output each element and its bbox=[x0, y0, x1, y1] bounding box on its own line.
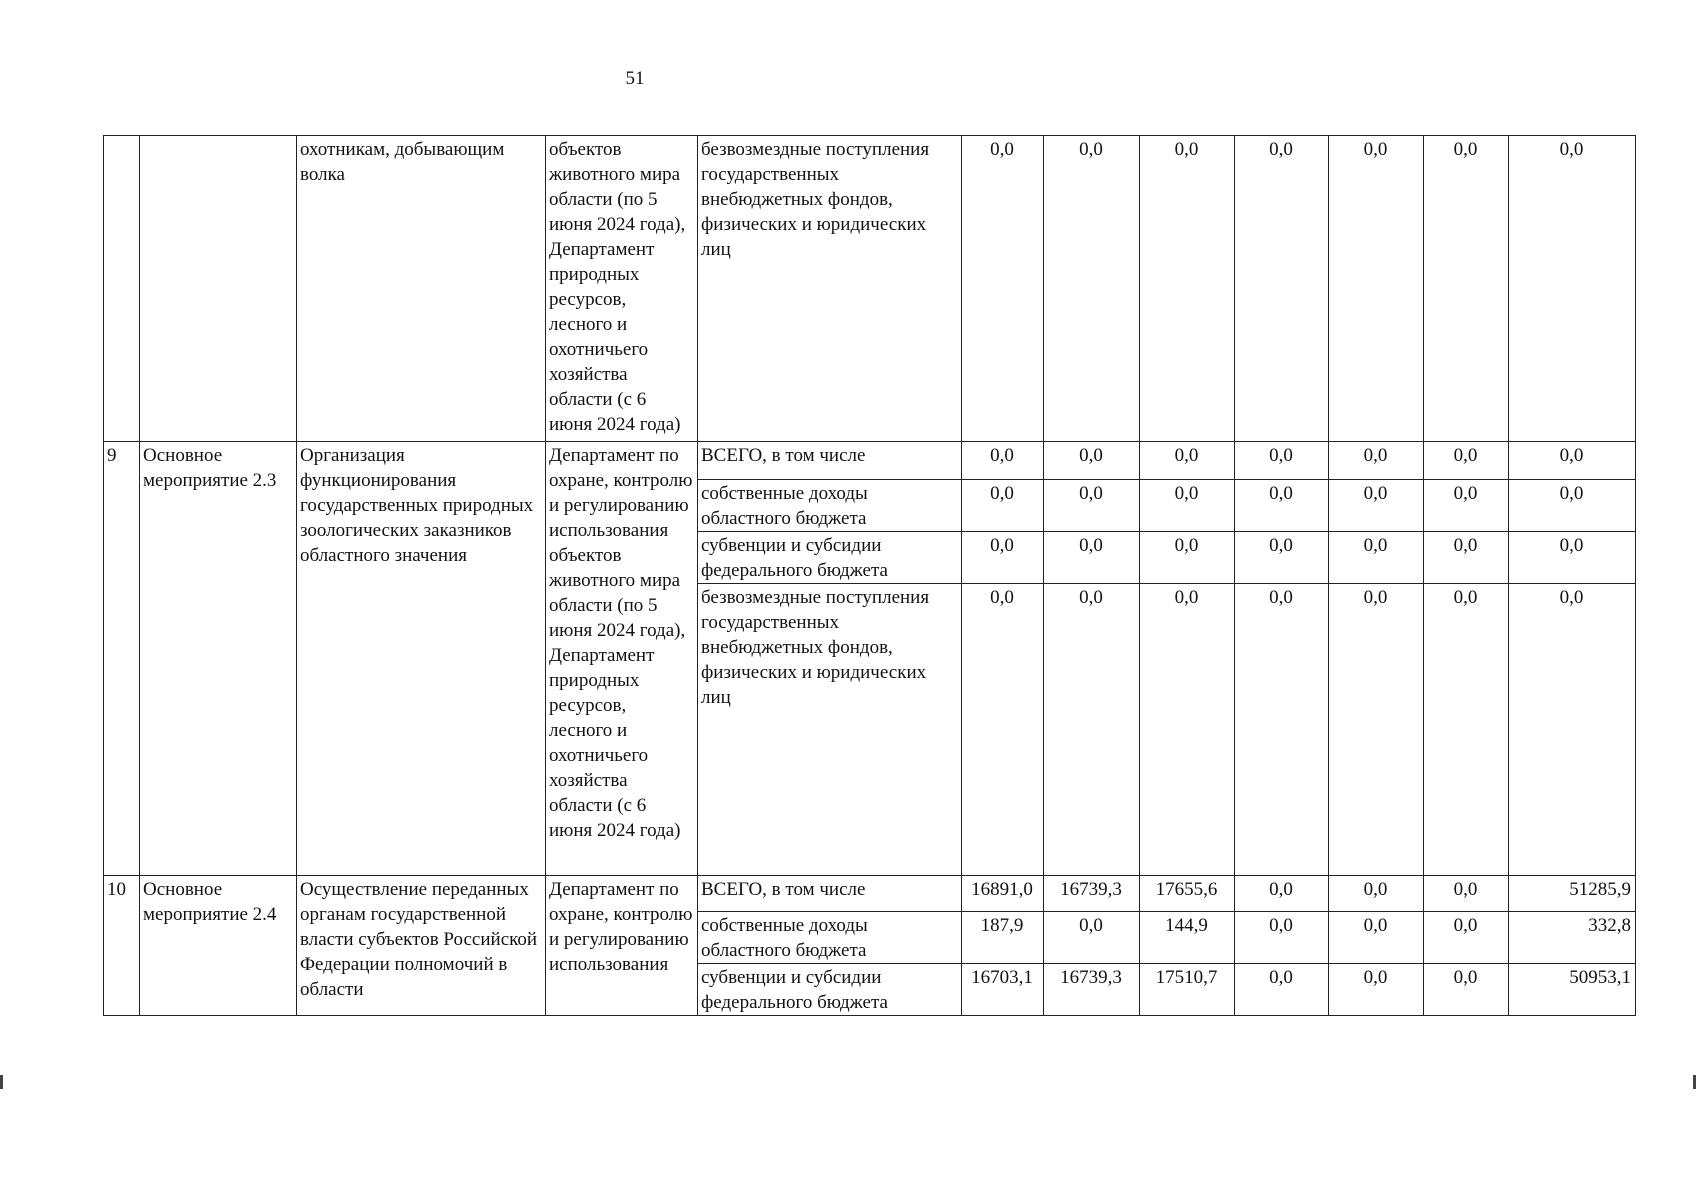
value-cell: 16891,0 bbox=[962, 876, 1044, 912]
row-number-cell: 9 bbox=[104, 442, 140, 876]
value-cell: 0,0 bbox=[1140, 442, 1235, 480]
value-cell: 0,0 bbox=[1424, 442, 1509, 480]
scan-edge-mark bbox=[1693, 1075, 1696, 1089]
value-cell: 0,0 bbox=[1509, 480, 1636, 532]
value-cell: 0,0 bbox=[1140, 584, 1235, 876]
value-cell: 0,0 bbox=[1235, 442, 1329, 480]
department-cell: объектов животного мира области (по 5 июня 2024 года), Департамент природных ресурсов, лесного и охотничьего хозяйства области (с 6 июня 2024 года) bbox=[546, 136, 698, 442]
department-cell: Департамент по охране, контролю и регулированию использования объектов животного мира области (по 5 июня 2024 года), Департамент природных ресурсов, лесного и охотничьего хозяйства области (с 6 июня 2024 года) bbox=[546, 442, 698, 876]
value-cell: 0,0 bbox=[1329, 876, 1424, 912]
value-cell: 0,0 bbox=[1235, 876, 1329, 912]
value-cell: 17510,7 bbox=[1140, 964, 1235, 1016]
value-cell: 0,0 bbox=[1235, 964, 1329, 1016]
page-number: 51 bbox=[625, 68, 645, 89]
value-cell: 0,0 bbox=[1235, 584, 1329, 876]
funding-source-cell: субвенции и субсидии федерального бюджета bbox=[698, 964, 962, 1016]
value-cell: 0,0 bbox=[1329, 584, 1424, 876]
value-cell: 0,0 bbox=[1044, 584, 1140, 876]
value-cell: 0,0 bbox=[1140, 136, 1235, 442]
funding-source-cell: собственные доходы областного бюджета bbox=[698, 480, 962, 532]
value-cell: 51285,9 bbox=[1509, 876, 1636, 912]
value-cell: 0,0 bbox=[962, 480, 1044, 532]
value-cell: 144,9 bbox=[1140, 912, 1235, 964]
value-cell: 0,0 bbox=[1044, 136, 1140, 442]
value-cell: 0,0 bbox=[1235, 532, 1329, 584]
value-cell: 0,0 bbox=[1235, 480, 1329, 532]
value-cell: 0,0 bbox=[962, 532, 1044, 584]
scan-edge-mark bbox=[0, 1075, 3, 1089]
value-cell: 0,0 bbox=[1044, 480, 1140, 532]
value-cell: 0,0 bbox=[1424, 876, 1509, 912]
funding-source-cell: субвенции и субсидии федерального бюджета bbox=[698, 532, 962, 584]
value-cell: 0,0 bbox=[1140, 532, 1235, 584]
value-cell: 0,0 bbox=[1424, 532, 1509, 584]
value-cell: 50953,1 bbox=[1509, 964, 1636, 1016]
row-number-cell bbox=[104, 136, 140, 442]
budget-table bbox=[103, 135, 1636, 1016]
value-cell: 0,0 bbox=[1329, 136, 1424, 442]
value-cell: 0,0 bbox=[1329, 480, 1424, 532]
table-row bbox=[104, 876, 1636, 912]
value-cell: 0,0 bbox=[1140, 480, 1235, 532]
funding-source-cell: ВСЕГО, в том числе bbox=[698, 876, 962, 912]
event-name-cell: Организация функционирования государственных природных зоологических заказников областного значения bbox=[297, 442, 546, 876]
value-cell: 0,0 bbox=[1424, 964, 1509, 1016]
event-cell bbox=[140, 136, 297, 442]
value-cell: 16703,1 bbox=[962, 964, 1044, 1016]
funding-source-cell: безвозмездные поступления государственных внебюджетных фондов, физических и юридических лиц bbox=[698, 136, 962, 442]
row-number-cell: 10 bbox=[104, 876, 140, 1016]
value-cell: 187,9 bbox=[962, 912, 1044, 964]
department-cell: Департамент по охране, контролю и регулированию использования bbox=[546, 876, 698, 1016]
value-cell: 16739,3 bbox=[1044, 964, 1140, 1016]
value-cell: 0,0 bbox=[1509, 136, 1636, 442]
value-cell: 0,0 bbox=[1235, 912, 1329, 964]
event-cell: Основное мероприятие 2.4 bbox=[140, 876, 297, 1016]
value-cell: 0,0 bbox=[1044, 442, 1140, 480]
value-cell: 16739,3 bbox=[1044, 876, 1140, 912]
value-cell: 0,0 bbox=[1424, 136, 1509, 442]
value-cell: 0,0 bbox=[1044, 912, 1140, 964]
value-cell: 0,0 bbox=[1424, 912, 1509, 964]
value-cell: 0,0 bbox=[1235, 136, 1329, 442]
value-cell: 0,0 bbox=[1509, 442, 1636, 480]
value-cell: 0,0 bbox=[962, 136, 1044, 442]
value-cell: 0,0 bbox=[1424, 480, 1509, 532]
table-row bbox=[104, 442, 1636, 480]
event-name-cell: Осуществление переданных органам государственной власти субъектов Российской Федерации полномочий в области bbox=[297, 876, 546, 1016]
table-row bbox=[104, 136, 1636, 442]
value-cell: 332,8 bbox=[1509, 912, 1636, 964]
event-name-cell: охотникам, добывающим волка bbox=[297, 136, 546, 442]
value-cell: 0,0 bbox=[1424, 584, 1509, 876]
funding-source-cell: собственные доходы областного бюджета bbox=[698, 912, 962, 964]
funding-source-cell: ВСЕГО, в том числе bbox=[698, 442, 962, 480]
value-cell: 0,0 bbox=[1329, 964, 1424, 1016]
value-cell: 0,0 bbox=[1509, 532, 1636, 584]
value-cell: 0,0 bbox=[962, 442, 1044, 480]
event-cell: Основное мероприятие 2.3 bbox=[140, 442, 297, 876]
value-cell: 17655,6 bbox=[1140, 876, 1235, 912]
value-cell: 0,0 bbox=[1329, 442, 1424, 480]
funding-source-cell: безвозмездные поступления государственных внебюджетных фондов, физических и юридических лиц bbox=[698, 584, 962, 876]
value-cell: 0,0 bbox=[1044, 532, 1140, 584]
value-cell: 0,0 bbox=[1329, 912, 1424, 964]
value-cell: 0,0 bbox=[962, 584, 1044, 876]
value-cell: 0,0 bbox=[1329, 532, 1424, 584]
value-cell: 0,0 bbox=[1509, 584, 1636, 876]
